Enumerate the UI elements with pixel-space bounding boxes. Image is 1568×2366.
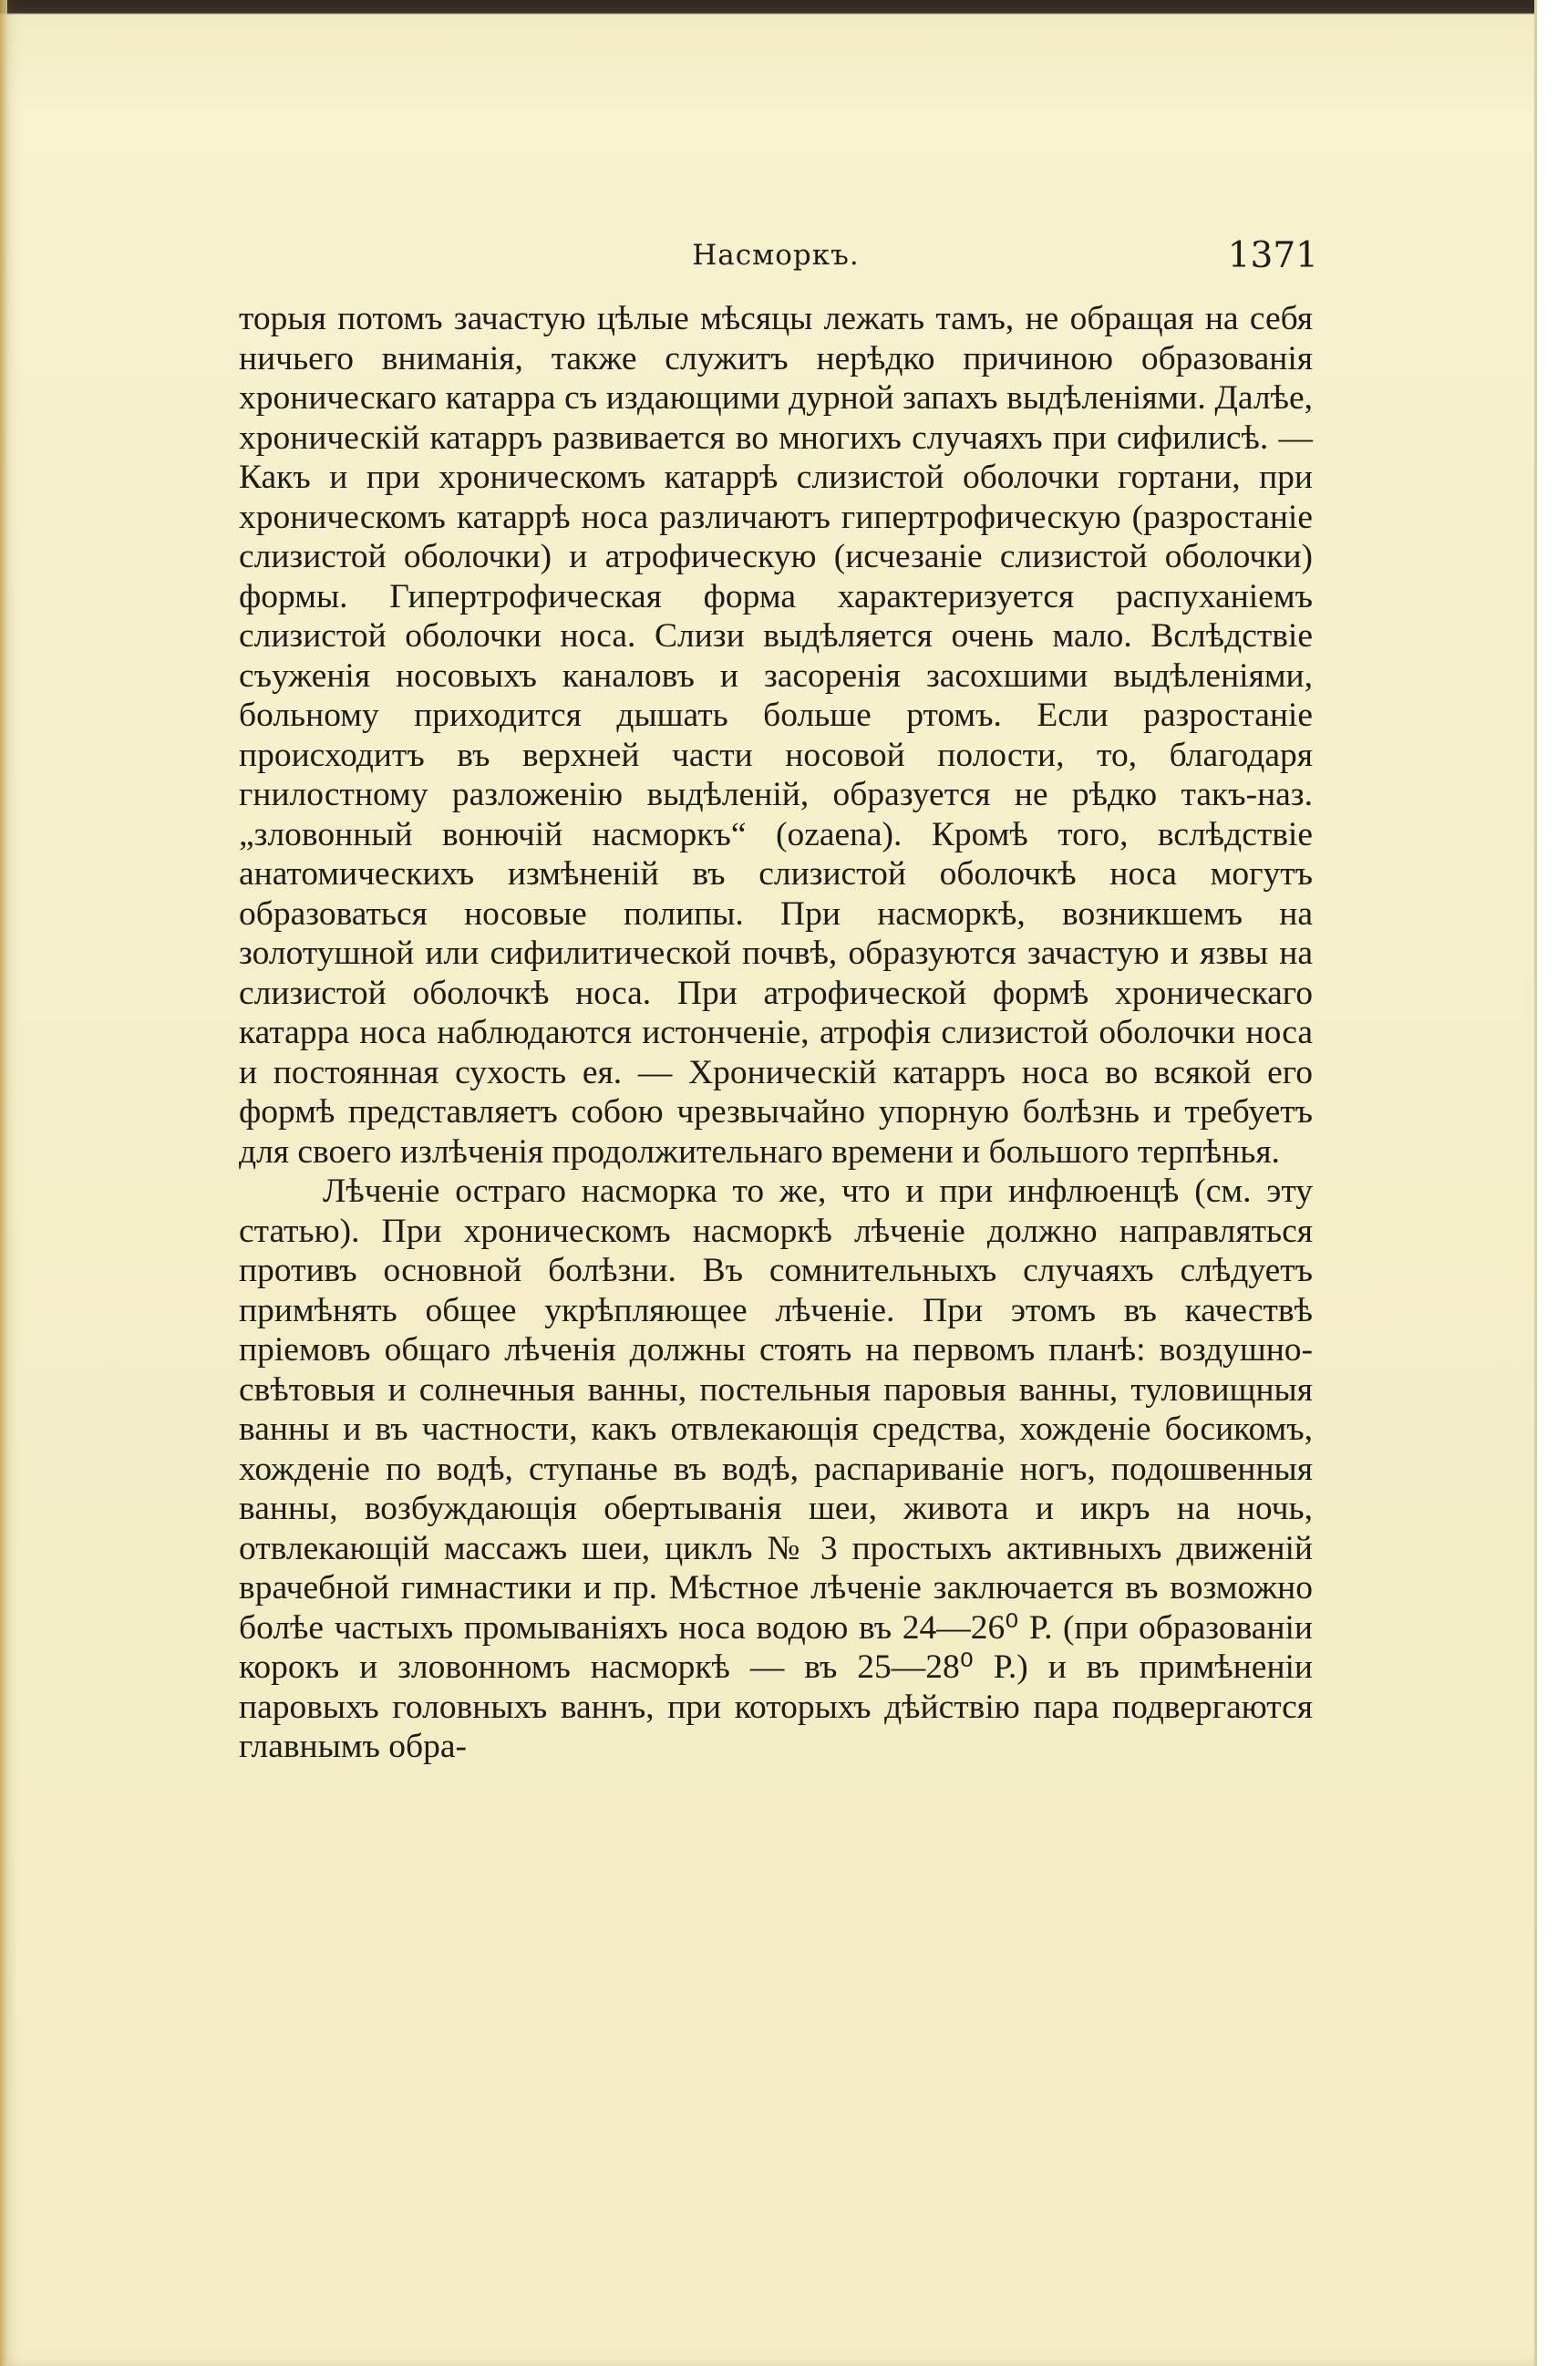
paragraph-continuation: торыя потомъ зачастую цѣлые мѣсяцы лежать тамъ, не обращая на себя ничьего вниманія, также служитъ нерѣдко причиною образованія хроническаго катарра съ издающими дурной запахъ выдѣленіями. Далѣе, хроническій катарръ развивается во многихъ случаяхъ при сифилисѣ. — Какъ и при хроническомъ катаррѣ слизистой оболочки гортани, при хроническомъ катаррѣ носа различаютъ гипертрофическую (разростаніе слизистой оболочки) и атрофическую (исчезаніе слизистой оболочки) формы. Гипертрофическая форма характеризуется распуханіемъ слизистой оболочки носа. Слизи выдѣляется очень мало. Вслѣдствіе съуженія носовыхъ каналовъ и засоренія засохшими выдѣленіями, больному приходится дышать больше ртомъ. Если разростаніе происходитъ въ верхней части носовой полости, то, благодаря гнилостному разложенію выдѣленій, образуется не рѣдко такъ-наз. „зловонный вонючій насморкъ“ (ozaena). Кромѣ того, вслѣдствіе анатомическихъ измѣненій въ слизистой оболочкѣ носа могутъ образоваться носовые полипы. При насморкѣ, возникшемъ на золотушной или сифилитической почвѣ, образуются зачастую и язвы на слизистой оболочкѣ носа. При атрофической формѣ хроническаго катарра носа наблюдаются истонченіе, атрофія слизистой оболочки носа и постоянная сухость ея. — Хроническій катарръ носа во всякой его формѣ представляетъ собою чрезвычайно упорную болѣзнь и требуетъ для своего излѣченія продолжительнаго времени и большого терпѣнья.: [239, 300, 1313, 1171]
page-content: [239, 219, 1318, 1767]
page-number: 1371: [1227, 235, 1318, 276]
running-title: Насморкъ.: [692, 239, 860, 272]
running-header: [239, 219, 1318, 283]
body-text: [239, 299, 1313, 1767]
paragraph-treatment: Лѣченіе остраго насморка то же, что и при инфлюенцѣ (см. эту статью). При хроническомъ насморкѣ лѣченіе должно направляться противъ основной болѣзни. Въ сомнительныхъ случаяхъ слѣдуетъ примѣнять общее укрѣпляющее лѣченіе. При этомъ въ качествѣ пріемовъ общаго лѣченія должны стоять на первомъ планѣ: воздушно-свѣтовыя и солнечныя ванны, постельныя паровыя ванны, туловищныя ванны и въ частности, какъ отвлекающія средства, хожденіе босикомъ, хожденіе по водѣ, ступанье въ водѣ, распариваніе ногъ, подошвенныя ванны, возбуждающія обертыванія шеи, живота и икръ на ночь, отвлекающій массажъ шеи, циклъ № 3 простыхъ активныхъ движеній врачебной гимнастики и пр. Мѣстное лѣченіе заключается въ возможно болѣе частыхъ промываніяхъ носа водою въ 24—26⁰ Р. (при образованіи корокъ и зловонномъ насморкѣ — въ 25—28⁰ Р.) и въ примѣненіи паровыхъ головныхъ ваннъ, при которыхъ дѣйствію пара подвергаются главнымъ обра-: [239, 1173, 1313, 1765]
